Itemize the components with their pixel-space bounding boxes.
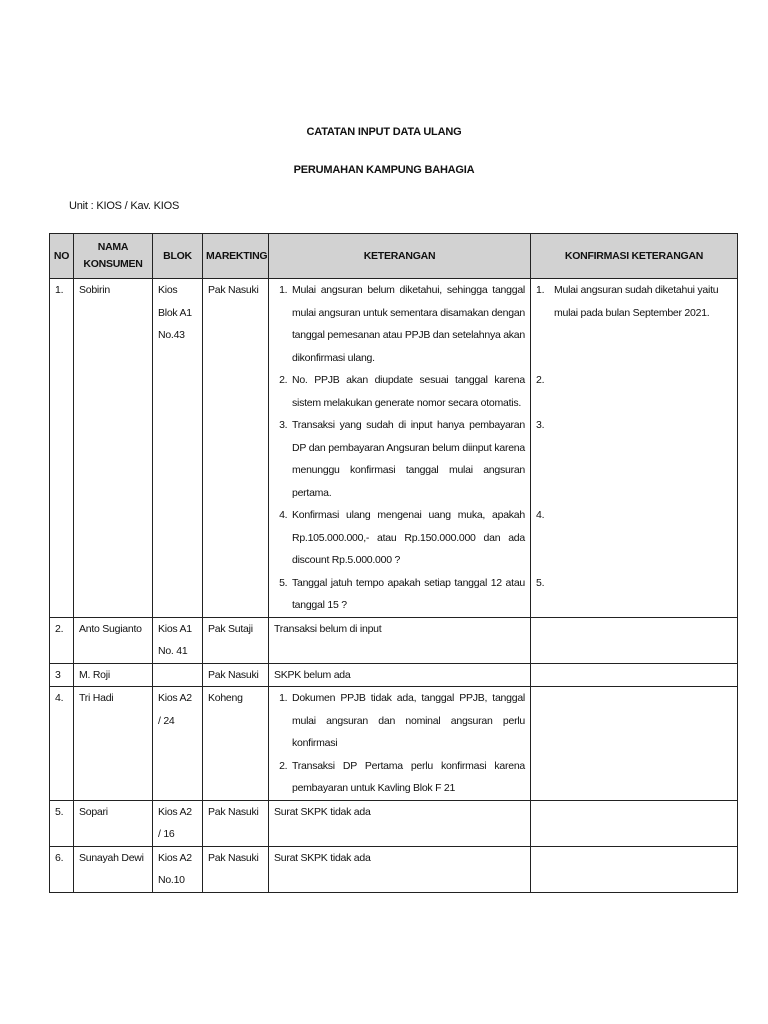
cell-marketing: Pak Nasuki bbox=[203, 800, 269, 846]
cell-no: 5. bbox=[50, 800, 74, 846]
cell-nama: Tri Hadi bbox=[74, 687, 153, 801]
document-title: CATATAN INPUT DATA ULANG bbox=[306, 126, 462, 138]
cell-konfirmasi bbox=[531, 800, 738, 846]
cell-nama: Sunayah Dewi bbox=[74, 846, 153, 892]
cell-blok: Kios Blok A1 No.43 bbox=[153, 279, 203, 618]
konfirmasi-number: 2. bbox=[536, 374, 545, 386]
konfirmasi-list bbox=[536, 279, 732, 589]
header-keterangan: KETERANGAN bbox=[269, 234, 531, 279]
header-no: NO bbox=[50, 234, 74, 279]
konfirmasi-item bbox=[536, 279, 732, 369]
cell-keterangan bbox=[269, 687, 531, 801]
cell-nama: Sobirin bbox=[74, 279, 153, 618]
keterangan-item: 1. Mulai angsuran belum diketahui, sehingga tanggal mulai angsuran untuk sementara disamakan dengan tanggal pemesanan atau PPJB dan setelahnya akan dikonfirmasi ulang. bbox=[290, 279, 525, 369]
header-nama-konsumen: NAMA KONSUMEN bbox=[74, 234, 153, 279]
cell-blok: Kios A2 / 24 bbox=[153, 687, 203, 801]
konfirmasi-item bbox=[536, 369, 732, 414]
cell-nama: M. Roji bbox=[74, 663, 153, 687]
table-row bbox=[50, 687, 738, 801]
table-row bbox=[50, 800, 738, 846]
cell-no: 2. bbox=[50, 617, 74, 663]
cell-konfirmasi bbox=[531, 617, 738, 663]
konfirmasi-item bbox=[536, 504, 732, 572]
cell-blok: Kios A1 No. 41 bbox=[153, 617, 203, 663]
cell-keterangan: Surat SKPK tidak ada bbox=[269, 846, 531, 892]
cell-marketing: Pak Sutaji bbox=[203, 617, 269, 663]
cell-marketing: Pak Nasuki bbox=[203, 846, 269, 892]
konfirmasi-number: 4. bbox=[536, 509, 545, 521]
keterangan-item: 2. No. PPJB akan diupdate sesuai tanggal karena sistem melakukan generate nomor secara otomatis. bbox=[290, 369, 525, 414]
konfirmasi-number: 3. bbox=[536, 419, 545, 431]
keterangan-item: 1. Dokumen PPJB tidak ada, tanggal PPJB, tanggal mulai angsuran dan nominal angsuran perlu konfirmasi bbox=[290, 687, 525, 755]
table-row bbox=[50, 846, 738, 892]
cell-keterangan bbox=[269, 279, 531, 618]
cell-konfirmasi bbox=[531, 687, 738, 801]
cell-blok: Kios A2 No.10 bbox=[153, 846, 203, 892]
cell-no: 3 bbox=[50, 663, 74, 687]
cell-blok: Kios A2 / 16 bbox=[153, 800, 203, 846]
header-konfirmasi: KONFIRMASI KETERANGAN bbox=[531, 234, 738, 279]
keterangan-item: 4. Konfirmasi ulang mengenai uang muka, apakah Rp.105.000.000,- atau Rp.150.000.000 dan ada discount Rp.5.000.000 ? bbox=[290, 504, 525, 572]
table-row bbox=[50, 663, 738, 687]
header-blok: BLOK bbox=[153, 234, 203, 279]
unit-label: Unit : KIOS / Kav. KIOS bbox=[69, 200, 180, 212]
cell-nama: Anto Sugianto bbox=[74, 617, 153, 663]
konfirmasi-item bbox=[536, 414, 732, 504]
table-header-row bbox=[50, 234, 738, 279]
keterangan-item: 3. Transaksi yang sudah di input hanya pembayaran DP dan pembayaran Angsuran belum diinput karena menunggu konfirmasi tanggal mulai angsuran pertama. bbox=[290, 414, 525, 504]
cell-konfirmasi bbox=[531, 846, 738, 892]
cell-konfirmasi bbox=[531, 279, 738, 618]
header-marketing: MAREKTING bbox=[203, 234, 269, 279]
keterangan-list bbox=[274, 687, 525, 800]
cell-nama: Sopari bbox=[74, 800, 153, 846]
cell-keterangan: SKPK belum ada bbox=[269, 663, 531, 687]
table-row bbox=[50, 617, 738, 663]
cell-marketing: Pak Nasuki bbox=[203, 663, 269, 687]
cell-keterangan: Surat SKPK tidak ada bbox=[269, 800, 531, 846]
cell-keterangan: Transaksi belum di input bbox=[269, 617, 531, 663]
cell-marketing: Koheng bbox=[203, 687, 269, 801]
cell-no: 1. bbox=[50, 279, 74, 618]
cell-konfirmasi bbox=[531, 663, 738, 687]
konfirmasi-number: 1. bbox=[536, 284, 545, 296]
cell-no: 4. bbox=[50, 687, 74, 801]
document-subtitle: PERUMAHAN KAMPUNG BAHAGIA bbox=[293, 164, 475, 176]
cell-no: 6. bbox=[50, 846, 74, 892]
cell-blok bbox=[153, 663, 203, 687]
keterangan-item: 2. Transaksi DP Pertama perlu konfirmasi karena pembayaran untuk Kavling Blok F 21 bbox=[290, 755, 525, 800]
keterangan-item: 5. Tanggal jatuh tempo apakah setiap tanggal 12 atau tanggal 15 ? bbox=[290, 572, 525, 617]
table-row bbox=[50, 279, 738, 618]
keterangan-list bbox=[274, 279, 525, 617]
konfirmasi-number: 5. bbox=[536, 576, 545, 589]
data-table bbox=[49, 233, 738, 893]
konfirmasi-text: Mulai angsuran sudah diketahui yaitu mulai pada bulan September 2021. bbox=[554, 284, 719, 319]
cell-marketing: Pak Nasuki bbox=[203, 279, 269, 618]
